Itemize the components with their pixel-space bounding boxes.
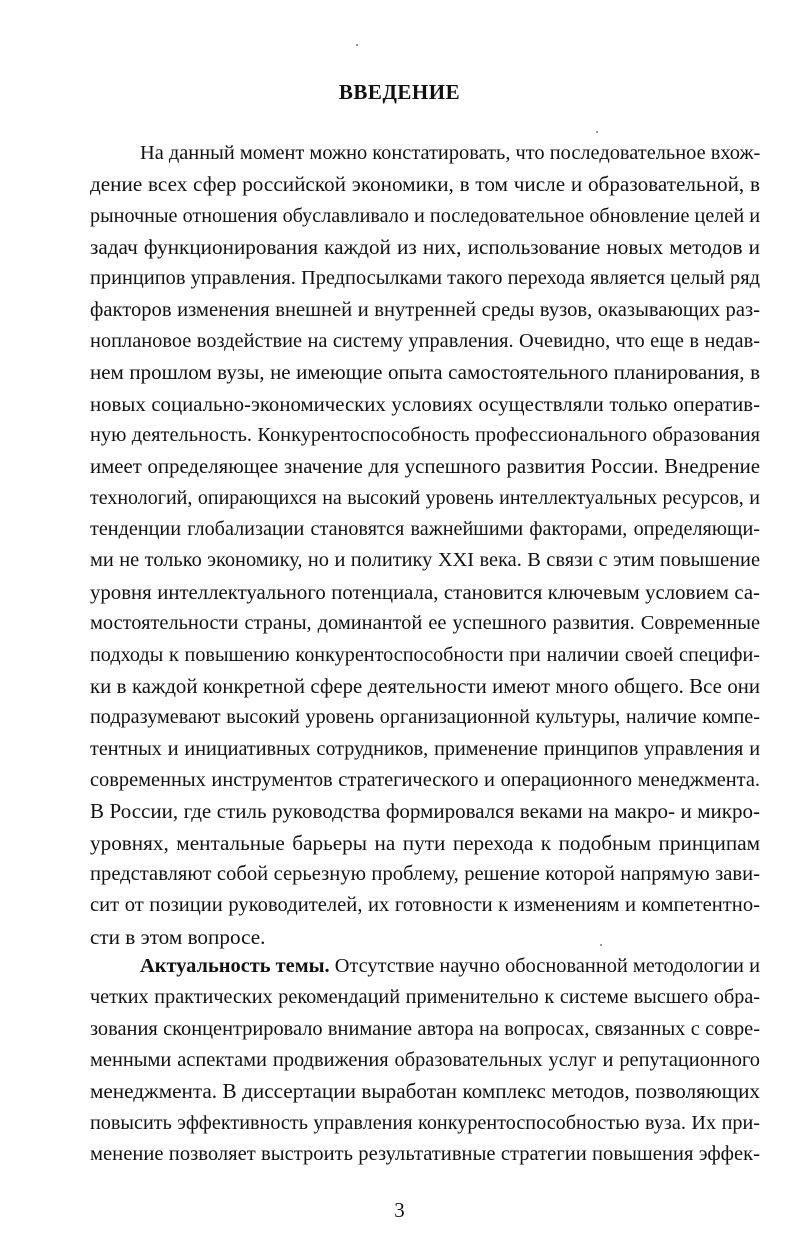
text-line: ноплановое воздействие на систему управления. Очевидно, что еще в недав- xyxy=(90,330,760,353)
lead-line-text: Отсутствие научно обоснованной методологии и xyxy=(329,955,760,977)
paragraph-relevance xyxy=(90,951,760,1170)
text-line: нем прошлом вузы, не имеющие опыта самостоятельного планирования, в xyxy=(90,360,760,385)
text-line: уровнях, ментальные барьеры на пути перехода к подобным принципам xyxy=(90,830,760,855)
scan-speck xyxy=(356,44,358,46)
text-line: дение всех сфер российской экономики, в том числе и образовательной, в xyxy=(90,172,760,197)
text-line: рыночные отношения обуславливало и последовательное обновление целей и xyxy=(90,204,760,227)
page-number: 3 xyxy=(394,1198,405,1222)
text-line: повысить эффективность управления конкурентоспособностью вуза. Их при- xyxy=(90,1111,760,1134)
text-line: менеджмента. В диссертации выработан комплекс методов, позволяющих xyxy=(90,1079,760,1104)
text-line: тентных и инициативных сотрудников, применение принципов управления и xyxy=(90,737,760,760)
text-line: имеет определяющее значение для успешного развития России. Внедрение xyxy=(90,455,760,479)
text-line: сит от позиции руководителей, их готовности к изменениям и компетентно- xyxy=(90,894,760,917)
text-line: технологий, опирающихся на высокий уровень интеллектуальных ресурсов, и xyxy=(90,486,760,509)
text-line: ную деятельность. Конкурентоспособность профессионального образования xyxy=(90,424,760,447)
text-line: зования сконцентрировало внимание автора на вопросах, связанных с совре- xyxy=(90,1017,760,1040)
text-line: уровня интеллектуального потенциала, становится ключевым условием са- xyxy=(90,580,760,604)
text-line: менение позволяет выстроить результативные стратегии повышения эффек- xyxy=(90,1143,760,1166)
scan-speck xyxy=(596,131,598,133)
text-line: задач функционирования каждой из них, использование новых методов и xyxy=(90,235,760,260)
text-line: факторов изменения внешней и внутренней среды вузов, оказывающих раз- xyxy=(90,298,760,321)
text-line: ми не только экономику, но и политику XXI века. В связи с этим повышение xyxy=(90,549,760,572)
text-line xyxy=(90,951,760,982)
section-lead-heading: Актуальность темы. xyxy=(140,955,330,977)
text-line: менными аспектами продвижения образовательных услуг и репутационного xyxy=(90,1049,760,1072)
text-line: ки в каждой конкретной сфере деятельности имеют много общего. Все они xyxy=(90,674,760,698)
text-line: подразумевают высокий уровень организационной культуры, наличие компе- xyxy=(90,706,760,729)
text-line: подходы к повышению конкурентоспособности при наличии своей специфи- xyxy=(90,643,760,666)
text-line: тенденции глобализации становятся важнейшими факторами, определяющи- xyxy=(90,518,760,541)
text-line: принципов управления. Предпосылками такого перехода является целый ряд xyxy=(90,267,760,290)
text-line: представляют собой серьезную проблему, решение которой напрямую зави- xyxy=(90,862,760,885)
text-line: современных инструментов стратегического и операционного менеджмента. xyxy=(90,768,760,791)
page-title: ВВЕДЕНИЕ xyxy=(338,80,461,104)
text-line: мостоятельности страны, доминантой ее успешного развития. Современные xyxy=(90,612,760,635)
text-line: В России, где стиль руководства формировался веками на макро- и микро- xyxy=(90,799,760,824)
text-line: сти в этом вопросе. xyxy=(90,924,266,949)
paragraph-intro xyxy=(90,138,760,953)
text-line: четких практических рекомендаций применительно к системе высшего обра- xyxy=(90,986,760,1009)
text-line: новых социально-экономических условиях осуществляли только оператив- xyxy=(90,392,760,416)
text-line: На данный момент можно констатировать, что последовательное вхож- xyxy=(140,142,761,164)
